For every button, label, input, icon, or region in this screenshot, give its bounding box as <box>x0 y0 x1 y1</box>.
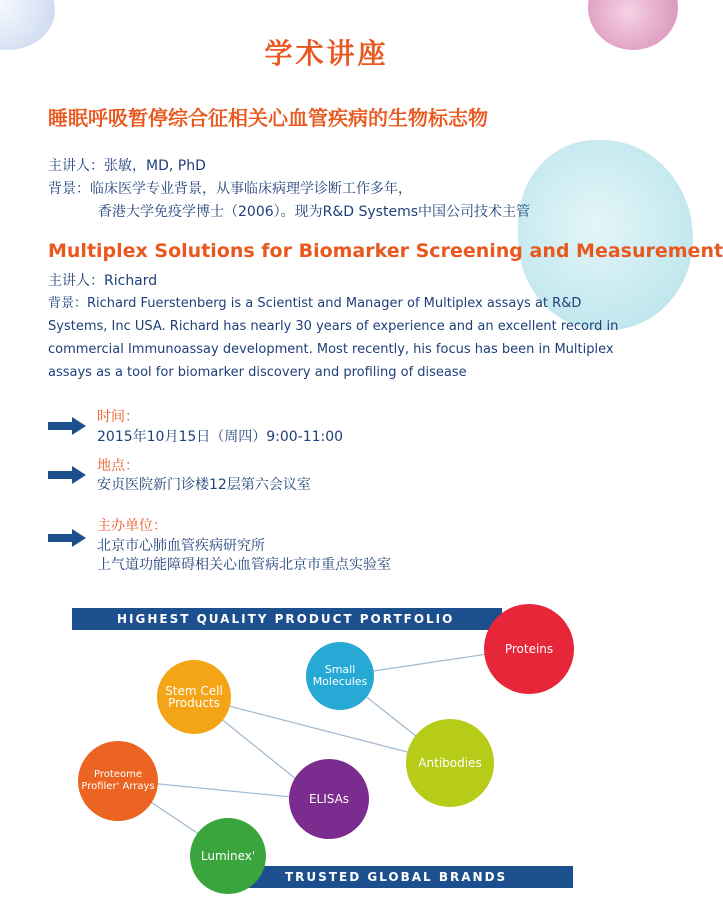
organizer-label: 主办单位： <box>97 518 167 534</box>
node-antibodies-label: Antibodies <box>418 756 482 770</box>
node-antibodies <box>406 719 494 807</box>
organizer-value2: 上气道功能障碍相关心血管病北京市重点实验室 <box>97 557 391 573</box>
talk2-speaker: 主讲人：Richard <box>48 273 158 289</box>
location-label: 地点： <box>97 458 139 474</box>
node-small-molecules-label: Small Molecules <box>312 663 368 688</box>
node-proteins <box>484 604 574 694</box>
location-value: 安贞医院新门诊楼12层第六会议室 <box>97 477 311 493</box>
node-luminex <box>190 818 266 894</box>
node-proteome-label: Proteome Profiler' Arrays <box>81 769 155 792</box>
talk1-title: 睡眠呼吸暂停综合征相关心血管疾病的生物标志物 <box>48 106 488 130</box>
node-stem-cell-label: Stem Cell Products <box>165 684 223 710</box>
portfolio-bottom-banner: TRUSTED GLOBAL BRANDS <box>240 866 573 888</box>
node-luminex-label: Luminex' <box>200 849 256 863</box>
node-stem-cell-products <box>157 660 231 734</box>
portfolio-top-banner: HIGHEST QUALITY PRODUCT PORTFOLIO <box>72 608 502 630</box>
talk1-background-line1: 背景：临床医学专业背景，从事临床病理学诊断工作多年， <box>48 181 412 197</box>
time-label: 时间： <box>97 409 139 425</box>
page-title: 学术讲座 <box>264 37 389 70</box>
node-proteins-label: Proteins <box>504 642 554 656</box>
node-small-molecules <box>306 642 374 710</box>
talk1-speaker: 主讲人：张敏，MD, PhD <box>48 158 206 174</box>
node-proteome-profiler-arrays <box>78 741 158 821</box>
node-elisas-label: ELISAs <box>308 792 350 806</box>
node-elisas <box>289 759 369 839</box>
talk2-background: 背景：Richard Fuerstenberg is a Scientist and Manager of Multiplex assays at R&D Systems, Inc USA. Richard has nearly 30 years of experience and an excellent record in commercial Immunoassay development. Most recently, his focus has been in Multiplex assays as a tool for biomarker discovery and profiling of disease <box>48 296 619 380</box>
talk2-title: Multiplex Solutions for Biomarker Screening and Measurement <box>48 240 723 262</box>
time-value: 2015年10月15日（周四）9:00-11:00 <box>97 429 344 445</box>
organizer-value1: 北京市心肺血管疾病研究所 <box>97 538 265 554</box>
talk1-background-line2: 香港大学免疫学博士（2006）。现为R&D Systems中国公司技术主管 <box>98 204 531 220</box>
